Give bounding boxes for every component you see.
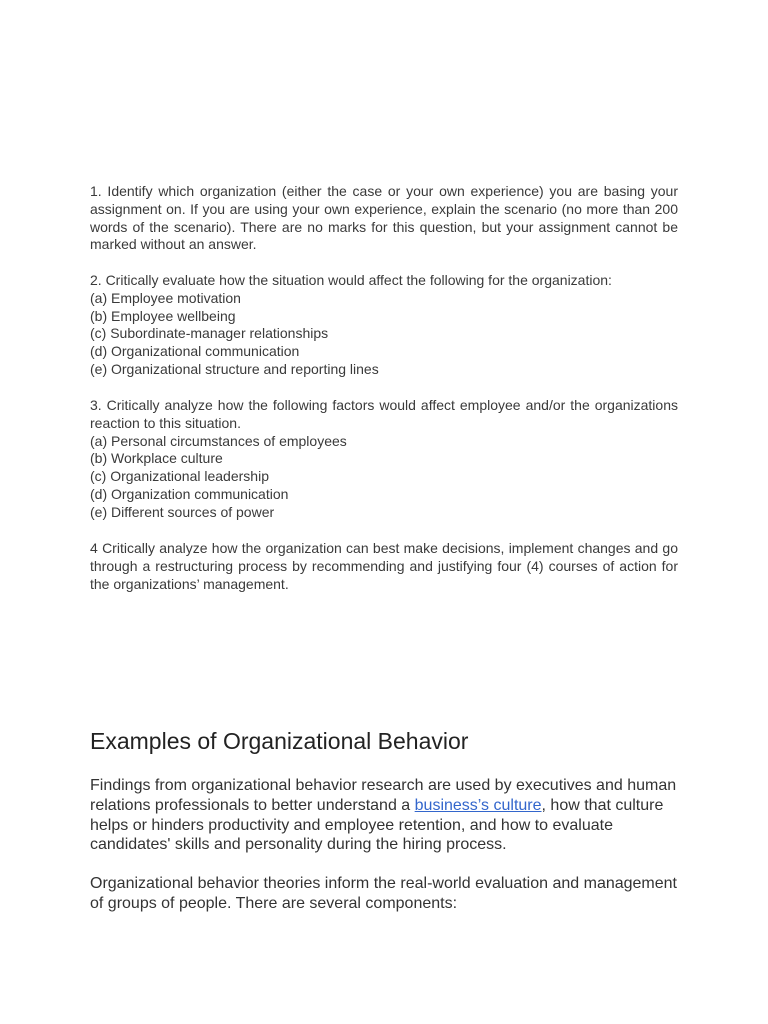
question-4-text: 4 Critically analyze how the organization can best make decisions, implement changes and go through a restructuring process by recommending and justifying four (4) courses of action for the organizations’ management.: [90, 540, 678, 592]
question-3-item-b: (b) Workplace culture: [90, 450, 223, 467]
question-3: [90, 397, 678, 522]
article-paragraph-2: Organizational behavior theories inform the real-world evaluation and management of groups of people. There are several components:: [90, 875, 677, 912]
business-culture-link[interactable]: business’s culture: [414, 796, 542, 814]
question-2: [90, 272, 678, 379]
question-3-item-e: (e) Different sources of power: [90, 503, 275, 520]
question-2-item-b: (b) Employee wellbeing: [90, 307, 236, 324]
question-4: [90, 540, 678, 593]
paragraph-1-before-link: Findings from organizational behavior research are used by executives and human relations professionals to better understand a: [90, 777, 677, 814]
article-paragraph-1: [90, 776, 680, 855]
question-3-intro: 3. Critically analyze how the following factors would affect employee and/or the organizations reaction to this situation.: [90, 397, 678, 431]
question-1-text: 1. Identify which organization (either the case or your own experience) you are basing your assignment on. If you are using your own experience, explain the scenario (no more than 200 words of the scenario). There are no marks for this question, but your assignment cannot be marked without an answer.: [90, 183, 678, 253]
question-3-item-d: (d) Organization communication: [90, 485, 289, 502]
paragraph-1-after-link: , how that culture helps or hinders productivity and employee retention, and how to evaluate candidates' skills and personality during the hiring process.: [90, 796, 664, 854]
question-2-item-a: (a) Employee motivation: [90, 289, 241, 306]
section-heading: Examples of Organizational Behavior: [90, 728, 469, 754]
question-1: [90, 183, 678, 254]
question-2-item-d: (d) Organizational communication: [90, 343, 300, 360]
question-2-item-c: (c) Subordinate-manager relationships: [90, 325, 329, 342]
question-3-item-c: (c) Organizational leadership: [90, 468, 269, 485]
question-2-intro: 2. Critically evaluate how the situation would affect the following for the organization:: [90, 272, 612, 288]
question-2-item-e: (e) Organizational structure and reporting lines: [90, 360, 379, 377]
question-3-item-a: (a) Personal circumstances of employees: [90, 432, 347, 449]
